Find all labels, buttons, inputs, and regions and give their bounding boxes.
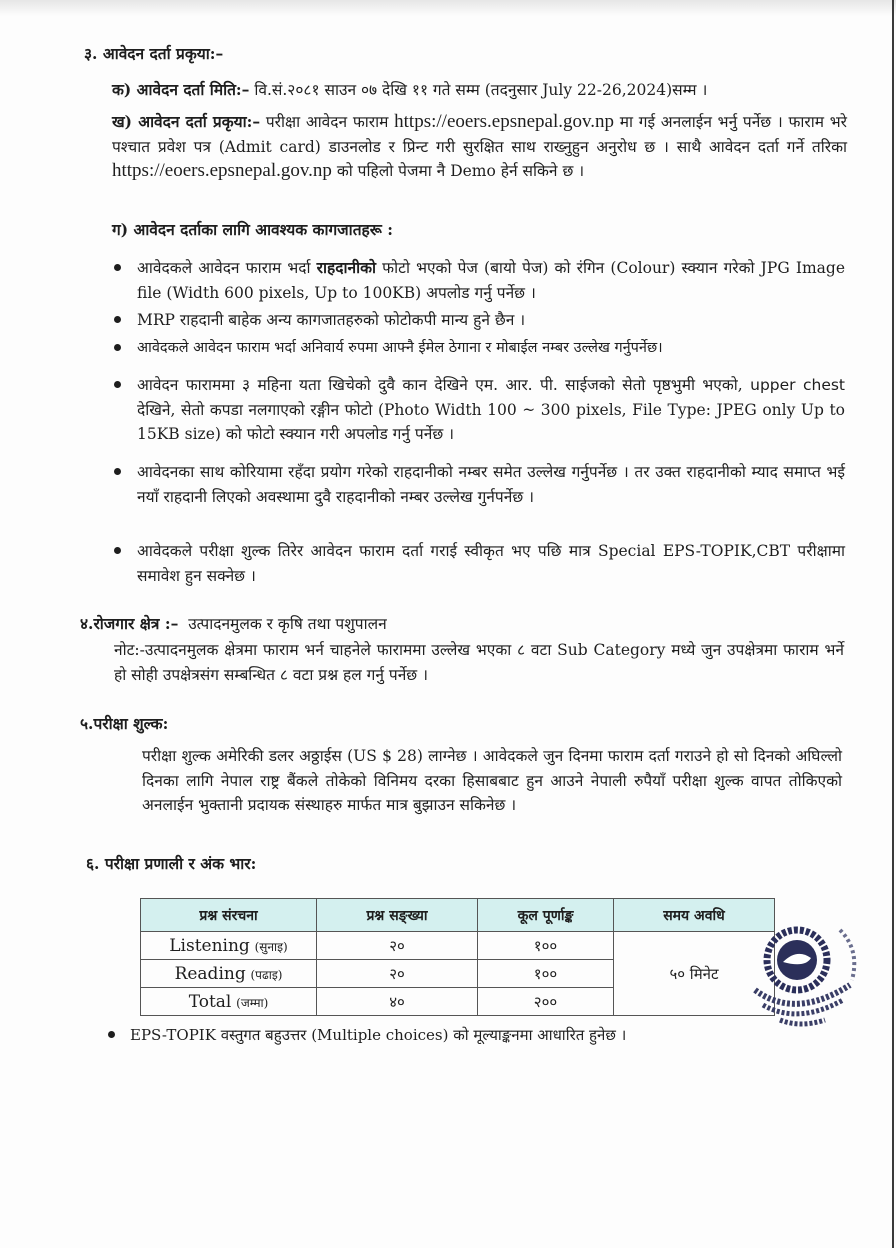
bullet-icon — [114, 264, 121, 271]
bullet-upper-chest-text: upper chest — [750, 376, 846, 394]
cell-count: ४० — [317, 988, 478, 1016]
section-4-value: उत्पादनमुलक र कृषि तथा पशुपालन — [188, 615, 387, 633]
cell-marks: १०० — [478, 932, 614, 960]
col-header-structure: प्रश्न संरचना — [141, 899, 317, 932]
cell-count: २० — [317, 932, 478, 960]
document-bullet-3 — [137, 336, 857, 361]
bullet-text: आवेदनका साथ कोरियामा रहँदा प्रयोग गरेको राहदानीको नम्बर समेत उल्लेख गर्नुपर्नेछ । तर उक्त राहदानीको म्याद समाप्त भई नयाँ राहदानी लिएको अवस्थामा दुवै राहदानीको नम्बर उल्लेख गुर्नपर्नेछ । — [137, 463, 845, 506]
section-6-bullet: EPS-TOPIK वस्तुगत बहुउत्तर (Multiple choices) को मूल्याङ्कनमा आधारित हुनेछ । — [130, 1026, 627, 1044]
section-3-ga-heading: ग) आवेदन दर्ताका लागि आवश्यक कागजातहरू : — [112, 220, 393, 239]
bullet-text: आवेदकले आवेदन फाराम भर्दा अनिवार्य रुपमा आफ्नै ईमेल ठेगाना र मोबाईल नम्बर उल्लेख गर्नुपर्नेछ। — [137, 340, 663, 356]
cell-marks: २०० — [478, 988, 614, 1016]
ka-text: वि.सं.२०८१ साउन ०७ देखि ११ गते सम्म (तदनुसार July 22-26,2024)सम्म । — [254, 81, 708, 99]
bullet-icon — [114, 344, 121, 351]
kha-text-2: मा गई अनलाईन भर्नु पर्नेछ । फाराम भरे पश्चात प्रवेश पत्र (Admit card) डाउनलोड र प्रिन्ट गरी सुरक्षित साथ राख्नुहुन अनुरोध छ । साथै आवेदन दर्ता गर्ने तरिका — [112, 113, 847, 156]
document-bullet-1 — [137, 256, 845, 305]
col-header-duration: समय अवधि — [614, 899, 775, 932]
bullet-icon — [114, 468, 121, 475]
structure-name-np: (पढाइ) — [250, 967, 283, 982]
kha-text-1: परीक्षा आवेदन फाराम — [265, 113, 389, 131]
bullet-text: आवेदकले परीक्षा शुल्क तिरेर आवेदन फाराम दर्ता गराई स्वीकृत भए पछि मात्र Special EPS-TOPIK,CBT परीक्षामा समावेश हुन सक्नेछ । — [137, 542, 845, 585]
section-3-ka — [112, 80, 707, 100]
cell-duration: ५० मिनेट — [614, 932, 775, 1016]
scan-right-edge — [892, 0, 894, 1248]
kha-text-3: को पहिलो पेजमा नै Demo हेर्न सकिने छ । — [336, 162, 585, 180]
section-5-heading: ५.परीक्षा शुल्क: — [80, 714, 169, 733]
cell-count: २० — [317, 960, 478, 988]
structure-name: Listening — [169, 935, 250, 956]
exam-marks-table — [140, 898, 775, 1016]
demo-link[interactable]: https://eoers.epsnepal.gov.np — [112, 160, 332, 181]
col-header-count: प्रश्न सङ्ख्या — [317, 899, 478, 932]
seal-text-arc-4 — [840, 930, 854, 980]
bullet-text: आवेदकले आवेदन फाराम भर्दा — [137, 259, 317, 277]
structure-name-np: (सुनाइ) — [254, 939, 288, 954]
structure-name: Total — [188, 991, 232, 1012]
section-4-heading: ४.रोजगार क्षेत्र :– — [80, 614, 179, 633]
section-3-heading: ३. आवेदन दर्ता प्रकृया:– — [84, 44, 224, 63]
bullet-text: फोटो भएको पेज (बायो पेज) को रंगिन (Colour) स्क्यान गरेको JPG Image file (Width 600 pixels, Up to 100KB) अपलोड गर्नु पर्नेछ । — [137, 259, 845, 302]
seal-text-arc-3 — [780, 1020, 825, 1024]
bullet-icon — [114, 547, 121, 554]
document-bullet-5 — [137, 460, 845, 509]
section-3-kha — [112, 110, 847, 184]
application-link[interactable]: https://eoers.epsnepal.gov.np — [394, 111, 615, 132]
cell-structure — [141, 960, 317, 988]
table-header-row — [141, 899, 775, 932]
bullet-text: MRP राहदानी बाहेक अन्य कागजातहरुको फोटोकपी मान्य हुने छैन । — [137, 311, 526, 329]
document-bullet-6 — [137, 539, 845, 588]
section-5-text: परीक्षा शुल्क अमेरिकी डलर अठ्ठाईस (US $ 28) लाग्नेछ । आवेदकले जुन दिनमा फाराम दर्ता गराउने हो सो दिनको अघिल्लो दिनका लागि नेपाल राष्ट्र बैंकले तोकेको विनिमय दरका हिसाबबाट हुन आउने नेपाली रुपैयाँ परीक्षा शुल्क वापत तोकिएको अनलाईन भुक्तानी प्रदायक संस्थाहरु मार्फत मात्र बुझाउन सकिनेछ । — [142, 747, 842, 814]
structure-name-np: (जम्मा) — [236, 995, 269, 1010]
table-row — [141, 932, 775, 960]
government-seal-icon — [745, 920, 875, 1050]
document-bullet-2 — [137, 308, 845, 333]
col-header-marks: कूल पूर्णाङ्क — [478, 899, 614, 932]
bullet-text: आवेदन फाराममा ३ महिना यता खिचेको दुवै कान देखिने एम. आर. पी. साईजको सेतो पृष्ठभुमी भएको, — [137, 376, 751, 394]
section-6-heading: ६. परीक्षा प्रणाली र अंक भार: — [86, 854, 257, 873]
document-bullet-4 — [137, 373, 845, 447]
bullet-text: देखिने, सेतो कपडा नलगाएको रङ्गीन फोटो (Photo Width 100 ~ 300 pixels, File Type: JPEG only Up to 15KB size) को फोटो स्क्यान गरी अपलोड गर्नु पर्नेछ । — [137, 400, 845, 443]
cell-marks: १०० — [478, 960, 614, 988]
cell-structure — [141, 988, 317, 1016]
cell-structure — [141, 932, 317, 960]
section-4-note: नोट:-उत्पादनमुलक क्षेत्रमा फाराम भर्न चाहनेले फाराममा उल्लेख भएका ८ वटा Sub Category मध्ये जुन उपक्षेत्रमा फाराम भर्ने हो सोही उपक्षेत्रसंग सम्बन्धित ८ वटा प्रश्न हल गर्नु पर्नेछ । — [114, 641, 844, 684]
bullet-icon — [108, 1031, 115, 1038]
bullet-icon — [114, 316, 121, 323]
bullet-icon — [114, 381, 121, 388]
ka-label: क) आवेदन दर्ता मिति:– — [112, 80, 250, 99]
section-4-heading-line — [80, 614, 387, 634]
structure-name: Reading — [174, 963, 246, 984]
scan-top-shadow — [0, 0, 896, 16]
bullet-bold-text: राहदानीको — [316, 258, 377, 277]
kha-label: ख) आवेदन दर्ता प्रकृया:– — [112, 112, 261, 131]
